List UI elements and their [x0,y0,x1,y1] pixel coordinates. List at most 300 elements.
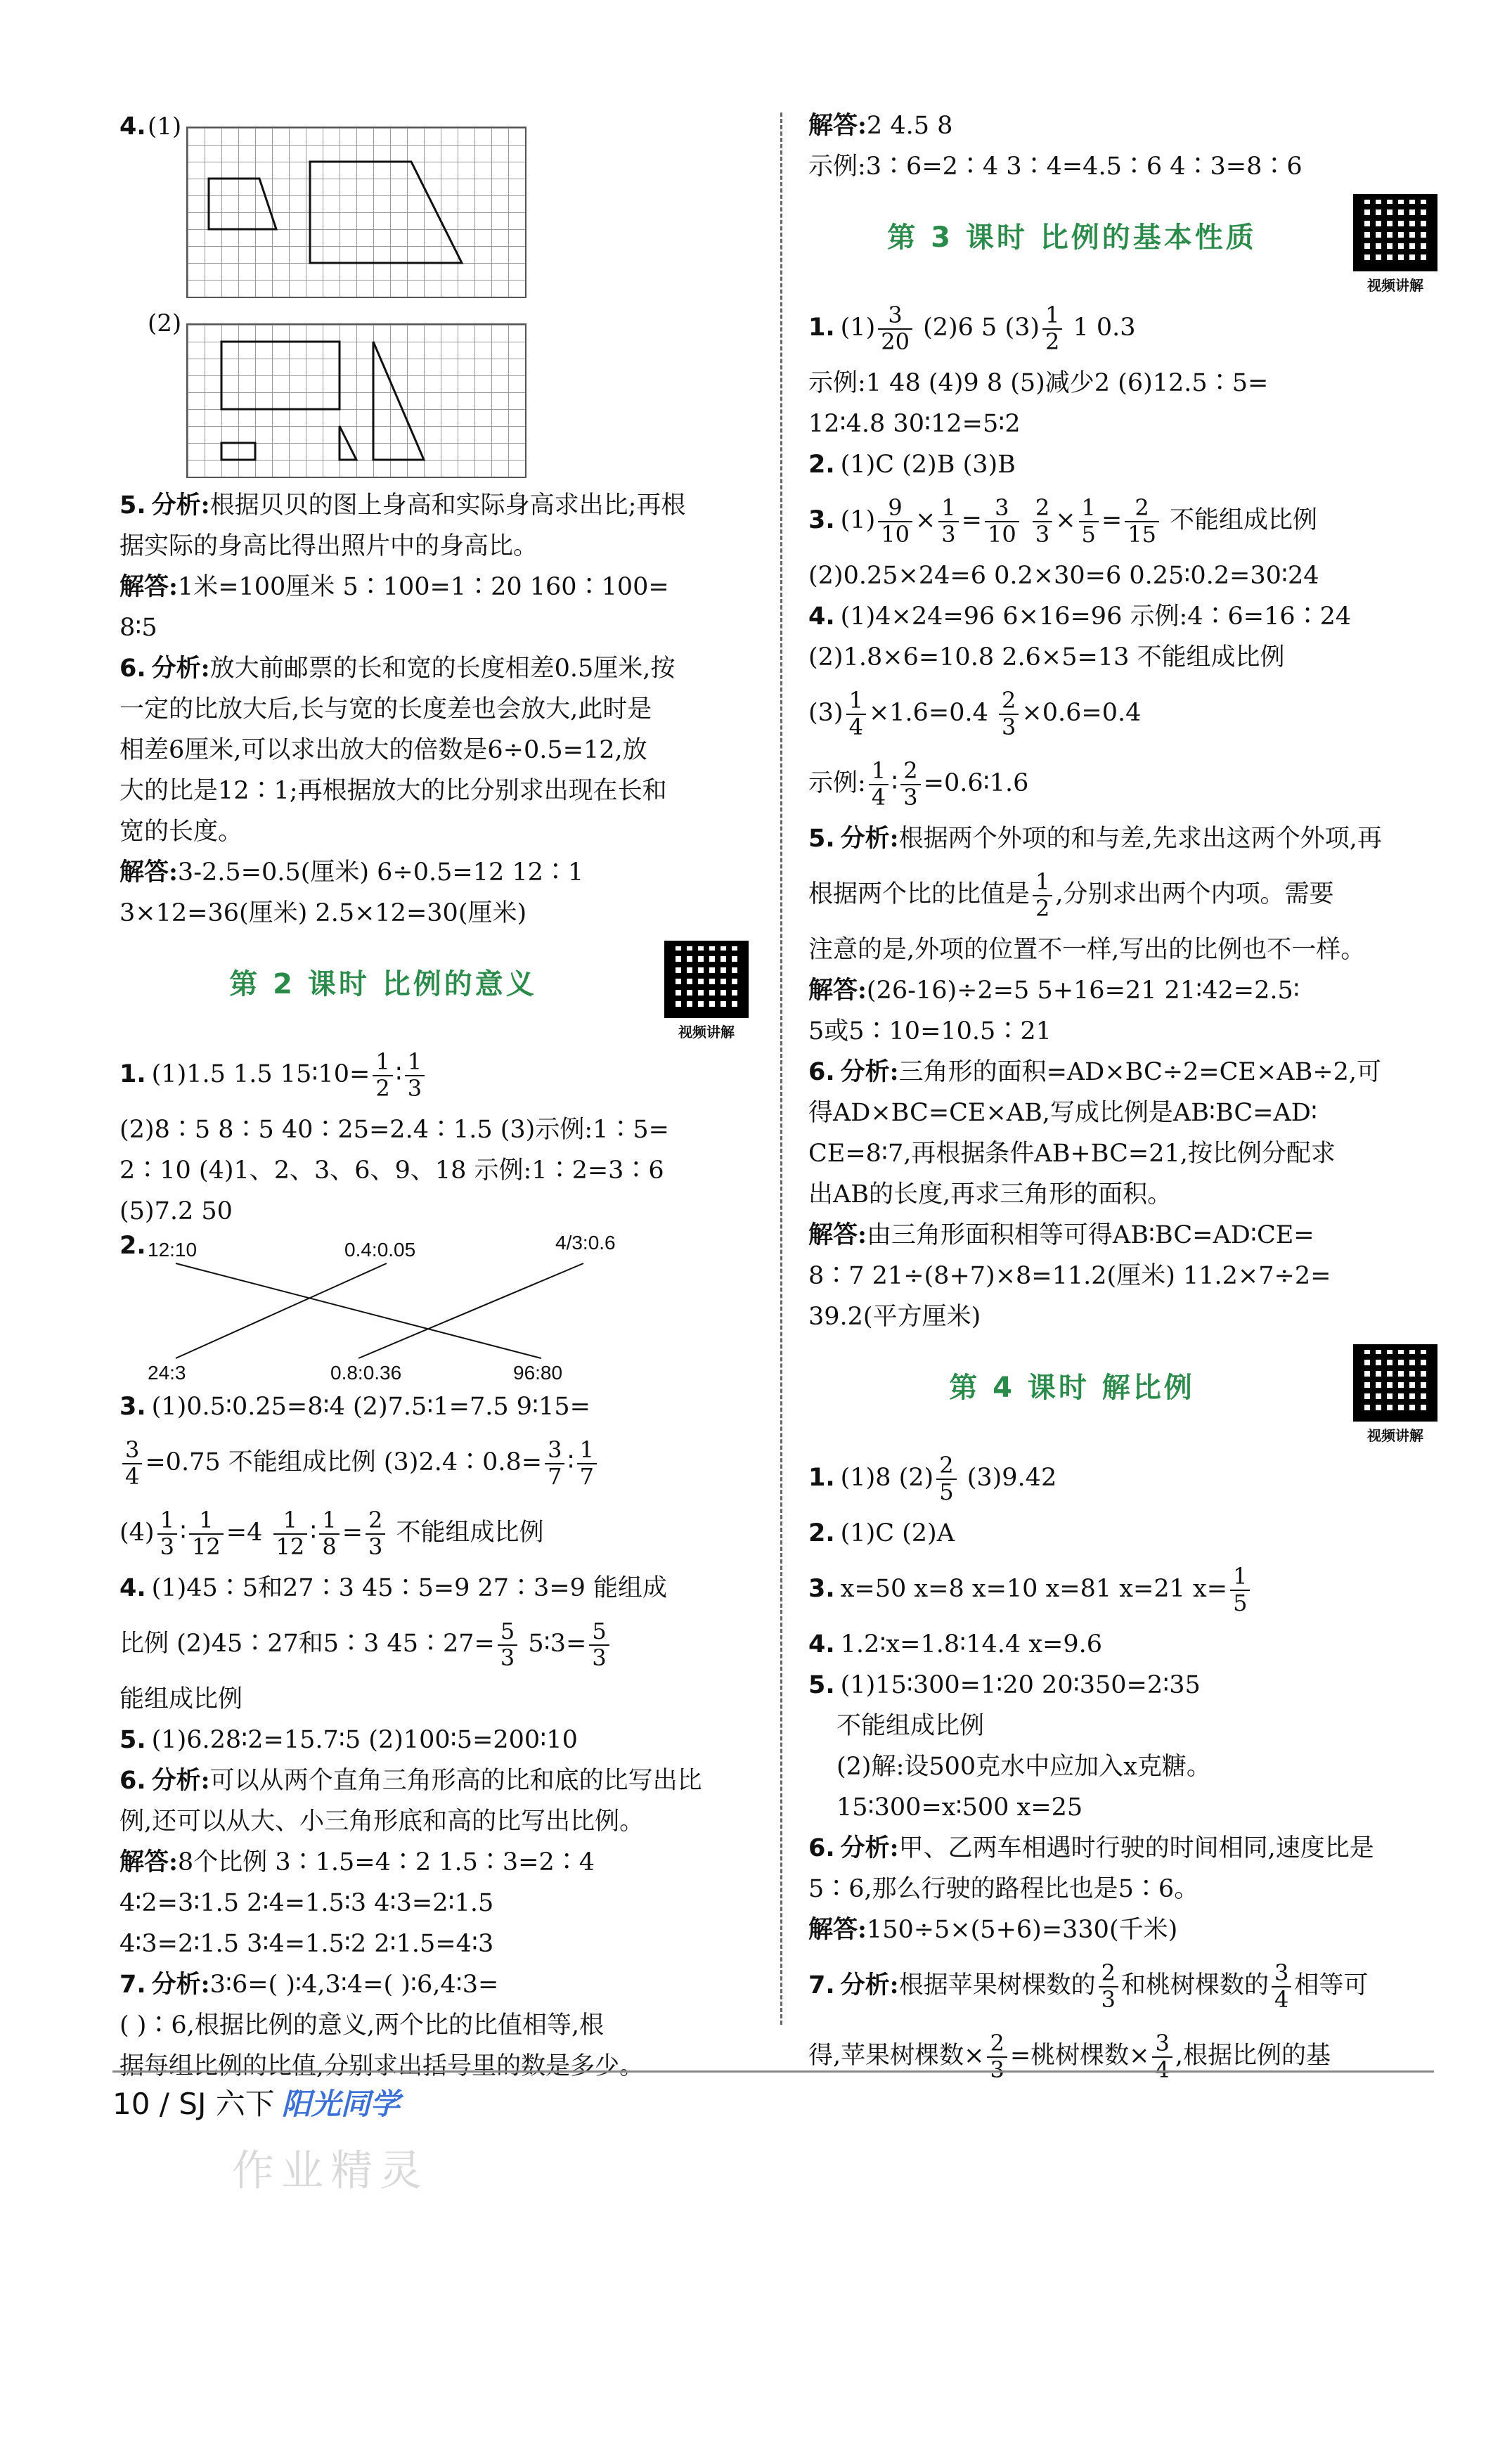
l3q5-line [808,818,1441,859]
text: 大的比是12∶1;再根据放大的比分别求出现在长和 [119,777,667,805]
grid-figure-2 [186,323,526,478]
text: (1)6.28∶2=15.7∶5 (2)100∶5=200∶10 [151,1726,578,1754]
text: ∶ [310,1519,317,1547]
fraction [900,759,920,809]
question-number: 7. [119,1971,146,1999]
denominator: 3 [368,1533,383,1560]
denominator: 8 [322,1533,337,1560]
text: (1)15∶300=1∶20 20∶350=2∶35 [840,1671,1201,1699]
text: 出AB的长度,再求三角形的面积。 [808,1180,1172,1209]
l3q6-line [808,1133,1441,1174]
text: (2)解:设500克水中应加入x克糖。 [836,1753,1211,1781]
text: (3) [808,699,844,727]
l3q2-line [808,444,1441,485]
right-column [808,105,1441,2091]
numerator: 2 [900,759,920,785]
l4q7-line [808,2021,1441,2091]
text: 三角形的面积=AD×BC÷2=CE×AB÷2,可 [898,1058,1382,1086]
l2q6-line [119,1924,752,1964]
text: (26-16)÷2=5 5+16=21 21∶42=2.5∶ [866,977,1300,1005]
lesson-2-header [119,941,752,1041]
numerator: 1 [869,759,889,785]
l4q4-line [808,1624,1441,1665]
text: 放大前邮票的长和宽的长度相差0.5厘米,按 [209,655,676,683]
answer-label: 解答: [808,1915,867,1944]
fraction [157,1508,177,1559]
q6-line [119,893,752,934]
analysis-label: 分析: [151,1766,210,1795]
text: 5或5∶10=10.5∶21 [808,1017,1052,1045]
watermark: 作业精灵 [232,2146,429,2196]
l2q5-line [119,1720,752,1760]
l2q7-line [119,1964,752,2005]
text: 15∶300=x∶500 x=25 [836,1793,1083,1822]
denominator: 3 [1101,1985,1116,2013]
denominator: 7 [579,1462,594,1490]
text: 能组成比例 [119,1685,243,1713]
numerator: 1 [577,1438,597,1464]
shape-drawing [188,325,525,477]
text: ∶ [567,1448,574,1476]
text: 2 4.5 8 [866,112,953,140]
l3q1-line [808,363,1441,404]
text: 例,还可以从大、小三角形底和高的比写出比例。 [119,1808,645,1836]
question-4 [119,105,752,485]
denominator: 4 [848,713,863,740]
denominator: 3 [903,783,918,811]
numerator: 2 [1125,496,1159,522]
text: =桃树棵数× [1009,2042,1150,2070]
denominator: 3 [1035,520,1050,548]
l2q6-line [119,1760,752,1801]
l4q6-line [808,1828,1441,1869]
answer-label: 解答: [808,111,867,140]
question-number: 2. [808,451,835,479]
question-number: 2. [119,1232,146,1260]
top-line [808,105,1441,146]
shape-drawing [188,128,525,297]
numerator: 1 [1079,496,1099,522]
text: 比例 (2)45∶27和5∶3 45∶27= [119,1630,495,1658]
text: 示例: [808,769,866,797]
text: ,分别求出两个内项。需要 [1055,880,1334,908]
question-number: 5. [808,825,835,853]
text: =0.75 不能组成比例 (3)2.4∶0.8= [145,1448,543,1476]
text: =0.6∶1.6 [923,769,1029,797]
text: 示例:3∶6=2∶4 3∶4=4.5∶6 4∶3=8∶6 [808,153,1303,181]
l2q6-line [119,1842,752,1883]
l3q3-line [808,485,1441,555]
l4q6-line [808,1869,1441,1909]
numerator: 3 [985,496,1019,522]
text: =4 [226,1519,271,1547]
denominator: 3 [592,1644,607,1671]
l2q3-line [119,1386,752,1427]
text: ,根据比例的基 [1175,2042,1331,2070]
qr-icon [1353,194,1437,271]
fraction [1033,870,1052,920]
question-number: 4. [808,1630,835,1658]
text: 8∶5 [119,614,157,642]
lesson-3-header [808,194,1441,294]
text: 据每组比例的比值,分别求出括号里的数是多少。 [119,2052,645,2080]
l3q4-line [808,748,1441,818]
l2q1-line [119,1150,752,1191]
q5-line [119,526,752,567]
numerator: 1 [157,1508,177,1534]
denominator: 5 [939,1478,954,1505]
question-number: 4. [808,603,835,631]
qr-icon [1353,1344,1437,1422]
l4q6-line [808,1909,1441,1950]
answer-label: 解答: [808,1220,867,1249]
left-column [119,105,752,2087]
question-number: 3. [808,506,835,534]
text: 3-2.5=0.5(厘米) 6÷0.5=12 12∶1 [177,858,584,887]
text: 相差6厘米,可以求出放大的倍数是6÷0.5=12,放 [119,736,647,764]
answer-label: 解答: [808,976,867,1005]
question-number: 4. [119,1574,146,1602]
numerator: 1 [189,1508,224,1534]
text: (1)C (2)A [840,1519,955,1547]
text: ×1.6=0.4 [868,699,997,727]
question-number: 7. [808,1971,835,1999]
numerator: 2 [999,688,1019,714]
text: x=50 x=8 x=10 x=81 x=21 x= [840,1575,1228,1603]
l4q2-line [808,1513,1441,1554]
denominator: 12 [276,1533,305,1560]
l3q1-line [808,292,1441,363]
q5-line [119,485,752,526]
fraction [869,759,889,809]
l3q4-line [808,637,1441,678]
numerator: 2 [936,1453,956,1479]
analysis-label: 分析: [840,1057,899,1086]
q6-line [119,689,752,730]
l3q3-line [808,555,1441,596]
analysis-label: 分析: [151,491,210,520]
qr-caption: 视频讲解 [678,1024,735,1041]
fraction [189,1508,224,1559]
l2q1-line [119,1191,752,1232]
denominator: 4 [871,783,886,811]
text: (2)6 5 (3) [915,314,1040,342]
q6-line [119,730,752,771]
denominator: 5 [1081,520,1096,548]
fraction [577,1438,597,1488]
text: 根据苹果树棵数的 [898,1971,1096,1999]
lesson-title: 第 3 课时 比例的基本性质 [887,221,1257,254]
l4q5-line [808,1706,1441,1746]
text: 3∶6=( )∶4,3∶4=( )∶6,4∶3= [209,1971,499,1999]
text: 相等可 [1294,1971,1369,1999]
text: 4∶2=3∶1.5 2∶4=1.5∶3 4∶3=2∶1.5 [119,1889,494,1917]
fraction [319,1508,339,1559]
text: 据实际的身高比得出照片中的身高比。 [119,532,538,560]
denominator: 3 [500,1644,515,1671]
qr-icon [664,941,749,1018]
text: 2∶10 (4)1、2、3、6、9、18 示例:1∶2=3∶6 [119,1157,664,1185]
text: 甲、乙两车相遇时行驶的时间相同,速度比是 [898,1834,1374,1862]
qr-caption: 视频讲解 [1367,277,1423,294]
text: 5∶3= [520,1630,587,1658]
denominator: 12 [192,1533,221,1560]
l3q1-line [808,404,1441,444]
text: 示例:1 48 (4)9 8 (5)减少2 (6)12.5∶5= [808,369,1269,397]
footer-rule [112,2070,1434,2073]
fraction [846,688,866,739]
question-number: 6. [808,1834,835,1862]
text: ×0.6=0.4 [1021,699,1142,727]
l2q3-line [119,1427,752,1497]
answer-label: 解答: [119,572,178,601]
text: 根据两个比的比值是 [808,880,1030,908]
denominator: 7 [548,1462,562,1490]
page-number: 10 / SJ 六下 [112,2087,275,2121]
match-item: 96:80 [513,1362,563,1384]
text: 不能组成比例 [1161,506,1318,534]
text: (3)9.42 [959,1464,1057,1492]
fraction [405,1050,425,1100]
q6-line [119,648,752,689]
question-number: 6. [808,1058,835,1086]
numerator: 3 [1272,1961,1291,1987]
text: × [915,506,936,534]
numerator: 1 [1230,1564,1250,1590]
lesson-4-header [808,1344,1441,1444]
question-number: 1. [808,1464,835,1492]
l3q4-line [808,678,1441,748]
fraction [1033,496,1052,546]
text: (5)7.2 50 [119,1197,233,1225]
denominator: 20 [881,328,910,355]
l2q6-line [119,1883,752,1924]
denominator: 3 [407,1074,422,1102]
text: 1米=100厘米 5∶100=1∶20 160∶100= [177,573,669,601]
text: (4) [119,1519,155,1547]
q6-line [119,811,752,852]
l3q6-line [808,1256,1441,1296]
l2q1-line [119,1109,752,1150]
fraction [1272,1961,1291,2011]
text: 12∶4.8 30∶12=5∶2 [808,410,1021,438]
question-number: 5. [808,1671,835,1699]
text: 根据贝贝的图上身高和实际身高求出比;再根 [209,491,686,520]
denominator: 2 [1035,894,1050,922]
fraction [1125,496,1159,546]
question-number: 6. [119,655,146,683]
column-divider [780,112,782,2025]
text: ∶ [179,1519,187,1547]
denominator: 3 [941,520,956,548]
numerator: 1 [373,1050,392,1076]
l2q2-matching [119,1232,752,1386]
qr-code[interactable] [1350,194,1441,295]
text: 不能组成比例 [836,1712,985,1740]
numerator: 3 [1152,2031,1172,2057]
denominator: 15 [1127,520,1156,548]
text: (2)1.8×6=10.8 2.6×5=13 不能组成比例 [808,643,1285,671]
fraction [1042,303,1062,354]
text: 得,苹果树棵数× [808,2042,985,2070]
match-item: 4/3:0.6 [555,1232,616,1254]
fraction [273,1508,308,1559]
fraction [366,1508,385,1559]
l4q7-line [808,1950,1441,2021]
denominator: 3 [990,2056,1004,2083]
fraction [938,496,958,546]
text: 不能组成比例 [388,1519,544,1547]
text: 可以从两个直角三角形高的比和底的比写出比 [209,1767,702,1795]
l4q5-line [808,1665,1441,1706]
text: 1 0.3 [1065,314,1136,342]
question-number: 4. [119,112,146,141]
q5-line [119,567,752,607]
l3q5-line [808,929,1441,970]
text: ∶ [891,769,898,797]
numerator: 1 [273,1508,308,1534]
text: 8∶7 21÷(8+7)×8=11.2(厘米) 11.2×7÷2= [808,1262,1331,1290]
numerator: 3 [878,303,912,329]
numerator: 2 [1033,496,1052,522]
fraction [1099,1961,1118,2011]
question-number: 5. [119,491,146,520]
answer-label: 解答: [119,858,178,887]
question-number: 2. [808,1519,835,1547]
text: (2)8∶5 8∶5 40∶25=2.4∶1.5 (3)示例:1∶5= [119,1116,669,1144]
part-label: (2) [148,309,182,337]
denominator: 3 [1002,713,1016,740]
denominator: 5 [1233,1589,1248,1616]
fraction [1079,496,1099,546]
text: 3×12=36(厘米) 2.5×12=30(厘米) [119,899,527,927]
fraction [936,1453,956,1504]
denominator: 3 [160,1533,174,1560]
q5-line [119,607,752,648]
l3q6-line [808,1215,1441,1256]
l2q6-line [119,1801,752,1842]
numerator: 2 [1099,1961,1118,1987]
text: × [1055,506,1076,534]
l3q4-line [808,596,1441,637]
numerator: 5 [498,1619,517,1645]
fraction [122,1438,142,1488]
numerator: 3 [545,1438,564,1464]
part-label: (1) [148,112,182,141]
text: 由三角形面积相等可得AB∶BC=AD∶CE= [866,1221,1314,1249]
lesson-title: 第 2 课时 比例的意义 [229,968,537,1000]
text: (2)0.25×24=6 0.2×30=6 0.25∶0.2=30∶24 [808,562,1319,590]
fraction [878,303,912,354]
q6-line [119,771,752,811]
numerator: 1 [938,496,958,522]
denominator: 10 [987,520,1016,548]
numerator: 5 [589,1619,609,1645]
l2q4-line [119,1609,752,1679]
question-number: 1. [119,1060,146,1088]
text: 4∶3=2∶1.5 3∶4=1.5∶2 2∶1.5=4∶3 [119,1930,494,1958]
text: 150÷5×(5+6)=330(千米) [866,1916,1178,1944]
q6-line [119,852,752,893]
lesson-title: 第 4 课时 解比例 [949,1372,1195,1404]
match-item: 0.4:0.05 [344,1239,416,1261]
text: 注意的是,外项的位置不一样,写出的比例也不一样。 [808,936,1366,964]
numerator: 1 [1033,870,1052,896]
l2q4-line [119,1679,752,1720]
numerator: 3 [122,1438,142,1464]
qr-code[interactable] [1350,1344,1441,1445]
numerator: 1 [319,1508,339,1534]
text: (1) [840,314,876,342]
numerator: 1 [405,1050,425,1076]
denominator: 10 [881,520,910,548]
fraction [373,1050,392,1100]
numerator: 2 [366,1508,385,1534]
analysis-label: 分析: [151,1970,210,1999]
grid-figure-1 [186,127,526,298]
numerator: 1 [1042,303,1062,329]
l4q5-line [808,1787,1441,1828]
text: 1.2∶x=1.8∶14.4 x=9.6 [840,1630,1103,1658]
l3q6-line [808,1052,1441,1093]
fraction [498,1619,517,1670]
question-number: 3. [808,1575,835,1603]
text [1022,506,1030,534]
fraction [985,496,1019,546]
fraction [999,688,1019,739]
text: (1)C (2)B (3)B [840,451,1016,479]
text: (1)4×24=96 6×16=96 示例:4∶6=16∶24 [840,603,1352,631]
numerator: 1 [846,688,866,714]
analysis-label: 分析: [151,654,210,683]
text: = [961,506,982,534]
l2q4-line [119,1568,752,1609]
text: ( )∶6,根据比例的意义,两个比的比值相等,根 [119,2011,605,2040]
fraction [545,1438,564,1488]
top-line [808,146,1441,187]
fraction [589,1619,609,1670]
l3q6-line [808,1296,1441,1337]
l4q5-line [808,1746,1441,1787]
numerator: 9 [878,496,912,522]
qr-caption: 视频讲解 [1367,1427,1423,1444]
text: 一定的比放大后,长与宽的长度差也会放大,此时是 [119,695,652,723]
footer [112,2081,400,2123]
text: (1)45∶5和27∶3 45∶5=9 27∶3=9 能组成 [151,1574,668,1602]
analysis-label: 分析: [840,1971,899,1999]
question-number: 1. [808,314,835,342]
text: = [1101,506,1123,534]
l3q5-line [808,1011,1441,1052]
denominator: 2 [1045,328,1060,355]
text: 根据两个外项的和与差,先求出这两个外项,再 [898,825,1382,853]
analysis-label: 分析: [840,824,899,853]
text: 39.2(平方厘米) [808,1303,981,1331]
l3q6-line [808,1093,1441,1133]
l3q5-line [808,970,1441,1011]
l3q6-line [808,1174,1441,1215]
qr-code[interactable] [661,941,752,1041]
l2q1-line [119,1039,752,1109]
fraction [878,496,912,546]
text: 8个比例 3∶1.5=4∶2 1.5∶3=2∶4 [177,1848,595,1876]
l4q1-line [808,1443,1441,1513]
match-item: 24:3 [148,1362,186,1384]
fraction [1152,2031,1172,2082]
l2q7-line [119,2005,752,2046]
question-number: 3. [119,1393,146,1421]
question-number: 5. [119,1726,146,1754]
